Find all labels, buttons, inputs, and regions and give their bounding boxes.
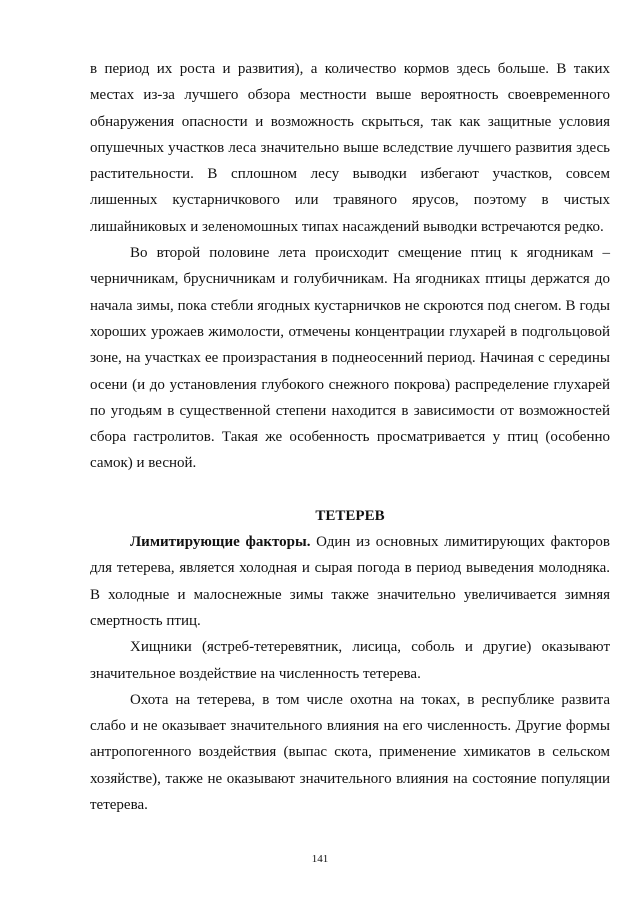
page-number: 141 [311,853,329,865]
paragraph-berries: Во второй половине лета происходит смещение птиц к ягодникам – черничникам, брусничникам и голубичникам. На ягодниках птицы держатся до начала зимы, пока стебли ягодных кустарничков не скроются под снегом. В годы хороших урожаев жимолости, отмечены концентрации глухарей в подгольцовой зоне, на участках ее произрастания в поднеосенний период. Начиная с середины осени (и до установления глубокого снежного покрова) распределение глухарей по угодьям в существенной степени находится в зависимости от возможностей сбора гастролитов. Такая же особенность просматривается у птиц (особенно самок) и весной. [90,245,610,472]
lead-label: Лимитирующие факторы. [130,534,311,551]
lead-text: Один из основных лимитирующих факторов для тетерева, является холодная и сырая погода в период выведения молодняка. В холодные и малоснежные зимы также значительно увеличивается зимняя смертность птиц. [90,534,610,629]
paragraph-hunting: Охота на тетерева, в том числе охотна на токах, в республике развита слабо и не оказывает значительного влияния на его численность. Другие формы антропогенного воздействия (выпас скота, применение химикатов в сельском хозяйстве), также не оказывают значительного влияния на состояние популяции тетерева. [90,691,610,814]
section-title: ТЕТЕРЕВ [315,507,385,524]
paragraph-predators: Хищники (ястреб-тетеревятник, лисица, соболь и другие) оказывают значительное воздействие на численность тетерева. [90,639,610,682]
paragraph-limiting-factors [90,529,610,634]
paragraph-continuation: в период их роста и развития), а количество кормов здесь больше. В таких местах из-за лучшего обзора местности выше вероятность своевременного обнаружения опасности и возможность скрыться, так как защитные условия опушечных участков леса значительно выше вследствие лучшего развития здесь растительности. В сплошном лесу выводки избегают участков, совсем лишенных кустарничкового или травяного ярусов, поэтому в чистых лишайниковых и зеленомошных типах насаждений выводки встречаются редко. [90,61,610,235]
body-text [90,56,610,818]
